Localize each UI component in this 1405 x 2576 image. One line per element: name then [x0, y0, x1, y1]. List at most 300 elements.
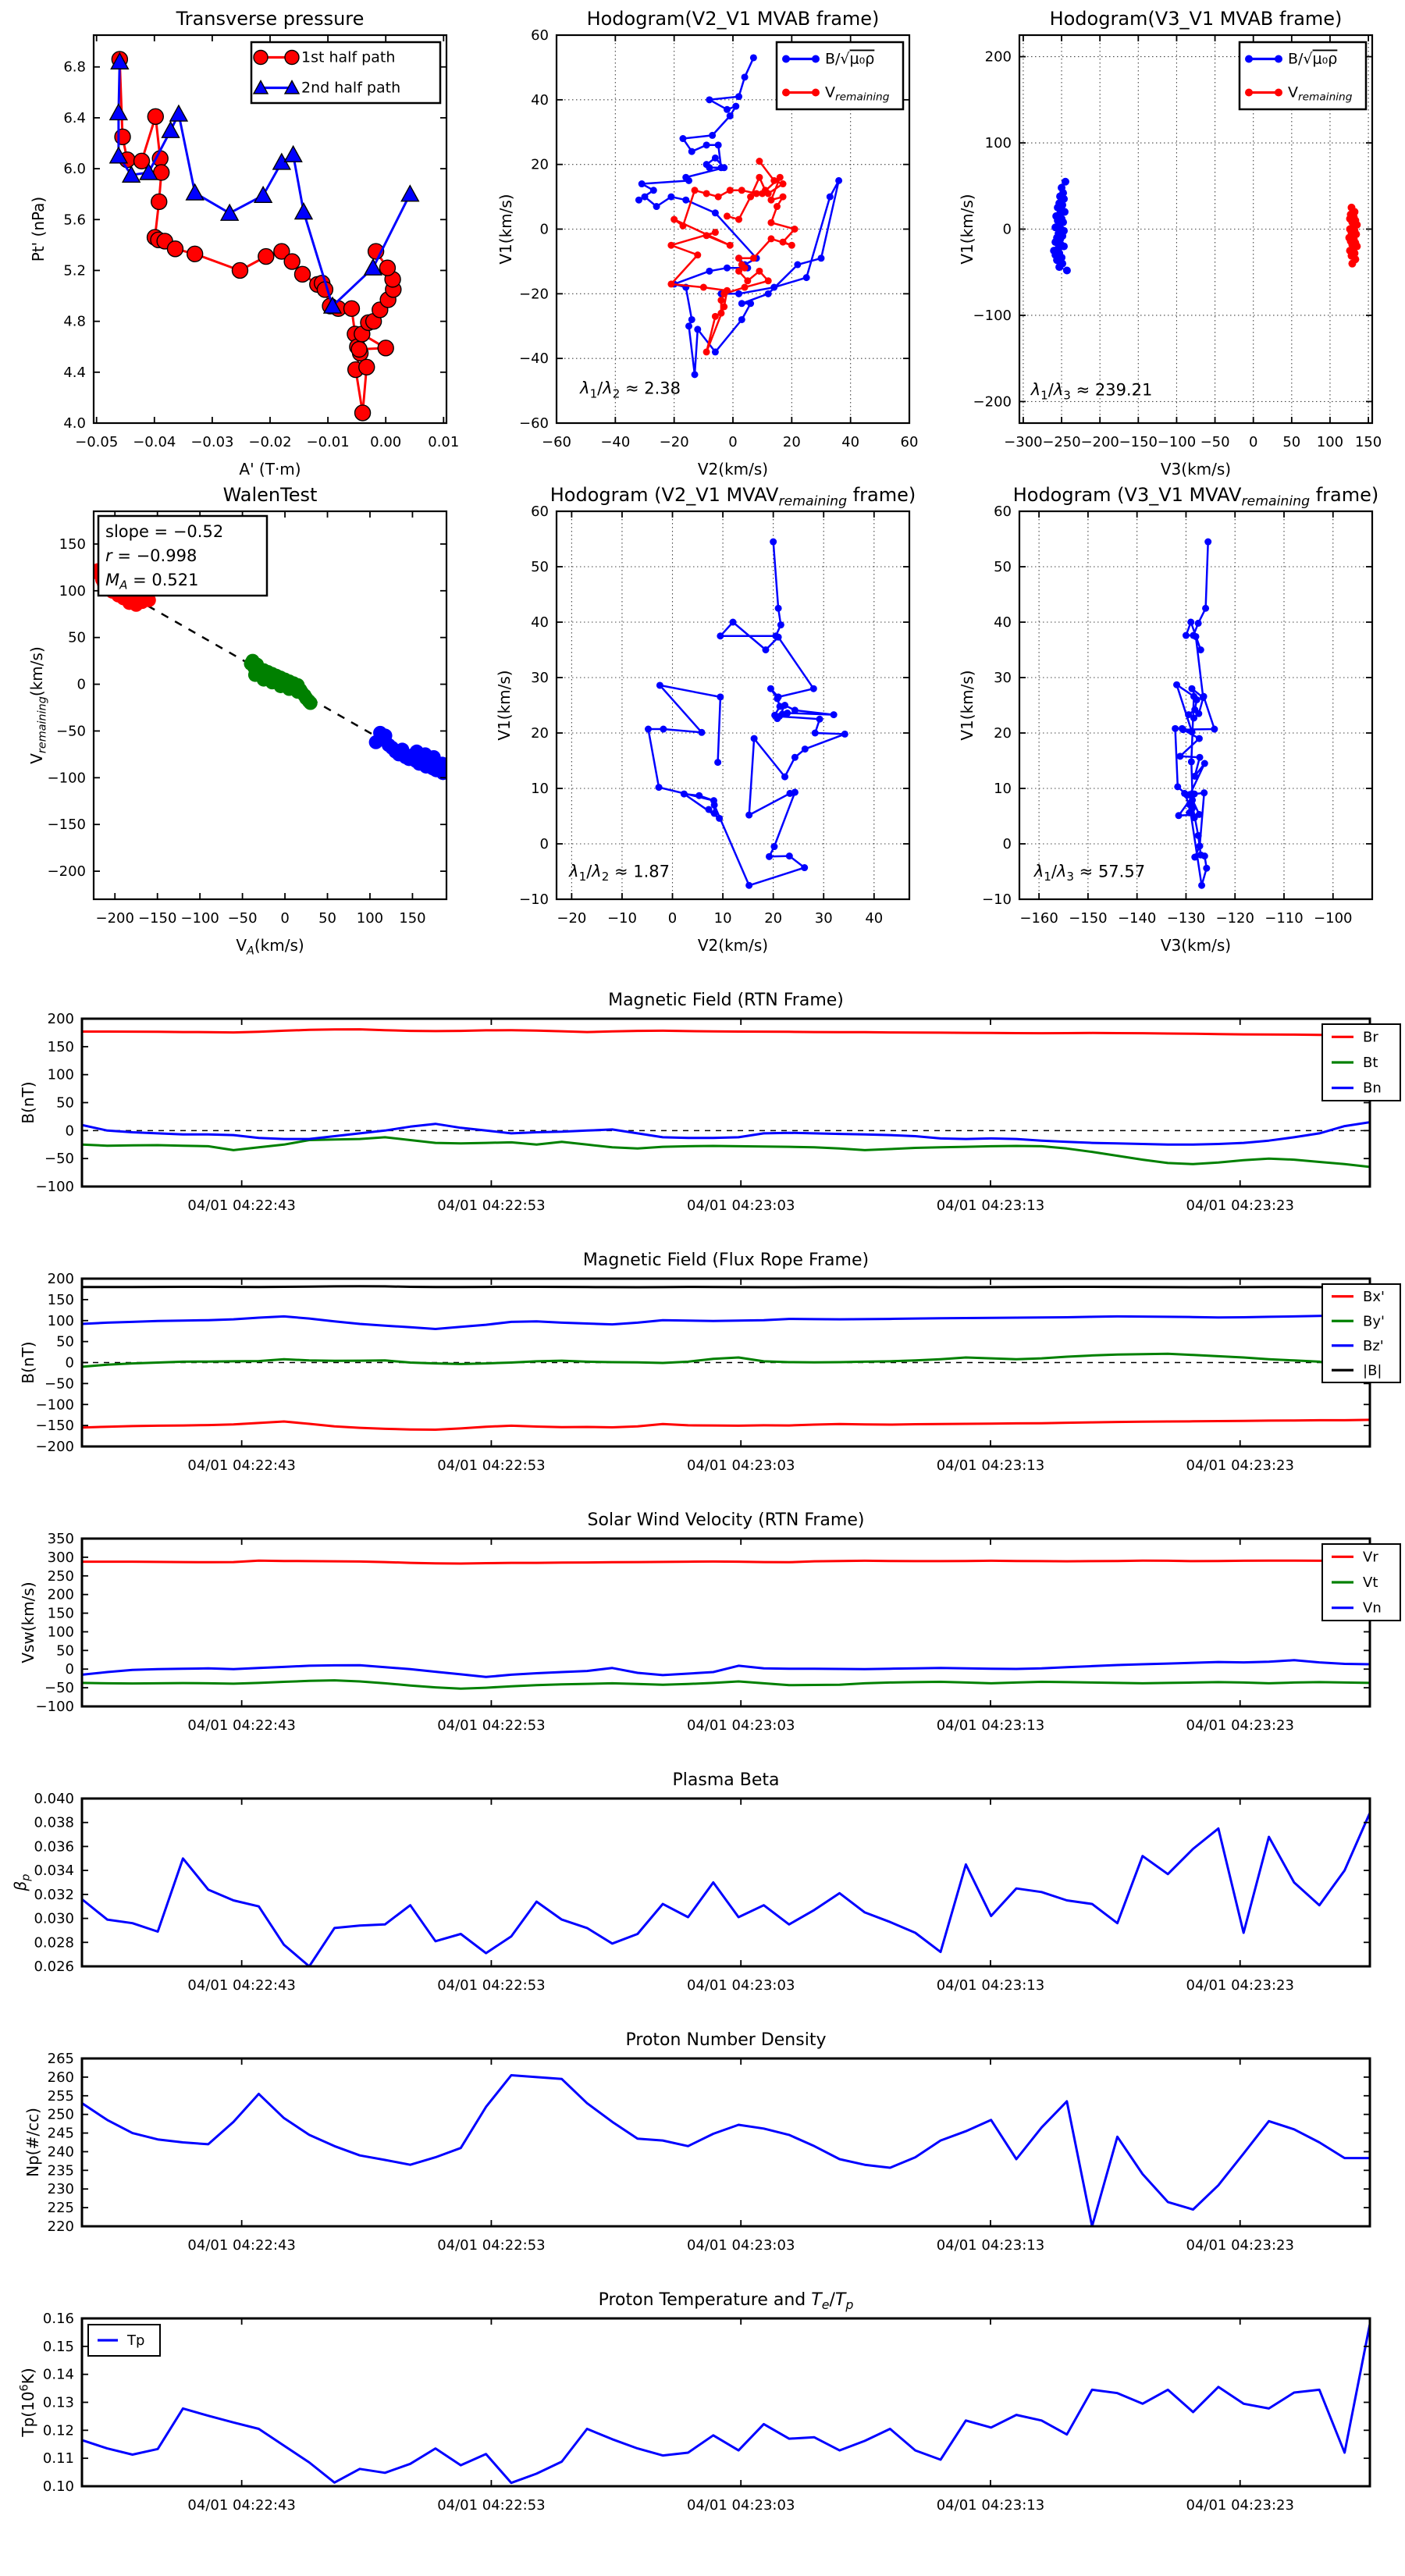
proton-number-density-ticks	[48, 2051, 1370, 2254]
y-tick-label: −40	[519, 350, 549, 368]
hodogram-v3v1-mvav-ylabel: V1(km/s)	[958, 670, 976, 741]
magnetic-field-flux-rope-ticks	[36, 1271, 1370, 1474]
proton-temperature-legend	[88, 2325, 160, 2356]
hodogram-v3v1-mvav-annotation: $\lambda_1/\lambda_3 \approx 57.57$	[1033, 862, 1146, 884]
triangle-marker	[295, 204, 312, 219]
dot-marker	[703, 232, 710, 239]
axes-frame	[82, 2318, 1370, 2486]
y-tick-label: 0	[65, 1123, 74, 1140]
dot-marker	[1195, 620, 1202, 627]
x-tick-label: 10	[713, 910, 732, 927]
x-tick-label: 0.00	[370, 434, 402, 450]
circle-marker	[232, 262, 247, 278]
y-tick-label: 255	[47, 2087, 74, 2105]
dot-marker	[738, 300, 745, 307]
dot-marker	[781, 702, 788, 709]
dot-marker	[667, 194, 674, 201]
x-tick-label: 30	[814, 910, 833, 927]
y-tick-label: 4.0	[63, 415, 86, 432]
y-tick-label: 100	[47, 1066, 74, 1083]
x-tick-label: 04/01 04:22:53	[437, 2497, 546, 2514]
x-tick-label: 100	[1316, 434, 1344, 450]
dot-marker	[735, 290, 742, 297]
dot-marker	[831, 711, 838, 718]
y-tick-label: 0.032	[34, 1886, 74, 1903]
x-tick-label: 150	[399, 910, 426, 927]
proton-number-density-series	[82, 2076, 1370, 2227]
hodogram-v3v1-mvav-xlabel: V3(km/s)	[1160, 936, 1232, 955]
y-tick-label: 150	[47, 1291, 74, 1308]
dot-marker	[756, 268, 763, 275]
y-tick-label: 40	[531, 614, 549, 631]
legend-label: B/√μ₀ρ	[1288, 50, 1338, 68]
legend-label: Vr	[1363, 1549, 1378, 1566]
magnetic-field-rtn-ylabel: B(nT)	[19, 1081, 37, 1124]
plasma-beta-series-beta-p	[82, 1813, 1370, 1966]
dot-marker	[1174, 783, 1181, 790]
y-tick-label: −100	[35, 1397, 74, 1414]
proton-number-density-ylabel: Np(#/cc)	[23, 2108, 42, 2177]
magnetic-field-flux-rope-series-Bz-prime	[82, 1315, 1370, 1329]
dot-marker	[738, 316, 745, 323]
dot-marker	[694, 251, 701, 258]
dot-marker	[715, 141, 722, 148]
y-tick-label: 4.8	[63, 313, 86, 330]
dot-marker	[724, 106, 731, 113]
dot-marker	[724, 287, 731, 294]
dot-marker	[706, 96, 713, 103]
circle-marker	[285, 51, 299, 65]
magnetic-field-rtn-series	[82, 1030, 1370, 1167]
hodogram-v3v1-mvav-series	[1172, 539, 1218, 889]
infobox-line: $M_A = 0.521$	[105, 571, 199, 592]
x-tick-label: 04/01 04:22:53	[437, 1977, 546, 1994]
y-tick-label: 4.4	[63, 364, 86, 381]
dot-marker	[770, 284, 777, 291]
dot-marker	[709, 132, 716, 139]
dot-marker	[1275, 55, 1282, 63]
dot-marker	[791, 706, 799, 713]
y-tick-label: 0.028	[34, 1934, 74, 1952]
hodogram-v3v1-mvav	[958, 484, 1378, 955]
x-tick-label: 04/01 04:23:03	[686, 1457, 795, 1474]
circle-marker	[359, 359, 375, 375]
x-tick-label: 04/01 04:22:53	[437, 2237, 546, 2254]
x-tick-label: −200	[95, 910, 134, 927]
dot-marker	[1183, 632, 1190, 639]
dot-marker	[1063, 267, 1071, 275]
transverse-pressure	[29, 8, 459, 479]
dot-marker	[1188, 758, 1195, 765]
legend-label: 2nd half path	[301, 79, 401, 97]
dot-marker	[780, 194, 787, 201]
proton-number-density-title: Proton Number Density	[625, 2030, 827, 2050]
y-tick-label: −100	[47, 770, 86, 787]
x-tick-label: −300	[1004, 434, 1043, 450]
dot-marker	[685, 322, 692, 329]
dot-marker	[841, 731, 848, 738]
dot-marker	[410, 745, 424, 759]
hodogram-v2v1-mvab-xlabel: V2(km/s)	[697, 460, 769, 479]
y-tick-label: 200	[984, 48, 1012, 66]
dot-marker	[742, 284, 749, 291]
y-tick-label: 100	[47, 1624, 74, 1641]
dot-marker	[780, 239, 787, 246]
hodogram-v3v1-mvab	[958, 8, 1382, 479]
legend-label: Vt	[1363, 1574, 1378, 1591]
circle-marker	[355, 405, 371, 421]
y-tick-label: −200	[35, 1439, 74, 1455]
y-tick-label: 245	[47, 2125, 74, 2142]
y-tick-label: 350	[47, 1531, 74, 1547]
hodogram-v2v1-mvab-legend	[777, 42, 903, 109]
axes-frame	[557, 511, 909, 899]
x-tick-label: 0	[667, 910, 678, 927]
dot-marker	[727, 187, 734, 194]
legend-label: Bt	[1363, 1055, 1378, 1071]
dot-marker	[801, 864, 808, 871]
dot-marker	[681, 791, 688, 798]
y-tick-label: −100	[973, 307, 1012, 324]
magnetic-field-flux-rope	[19, 1251, 1400, 1474]
dot-marker	[765, 277, 772, 284]
y-tick-label: 300	[47, 1549, 74, 1566]
dot-marker	[1188, 685, 1195, 692]
hodogram-v2v1-mvav-grid	[557, 511, 909, 899]
y-tick-label: 30	[994, 670, 1012, 686]
dot-marker	[1179, 725, 1186, 732]
legend-label: Bx'	[1363, 1288, 1385, 1305]
hodogram-v3v1-mvab-title: Hodogram(V3_V1 MVAB frame)	[1049, 8, 1343, 30]
y-tick-label: 10	[531, 781, 549, 797]
dot-marker	[1197, 852, 1204, 859]
dot-marker	[751, 735, 758, 742]
plasma-beta-title: Plasma Beta	[672, 1770, 780, 1790]
dot-marker	[692, 187, 699, 194]
y-tick-label: 0.14	[42, 2366, 74, 2383]
dot-marker	[1188, 728, 1195, 735]
magnetic-field-flux-rope-ylabel: B(nT)	[19, 1341, 37, 1384]
y-tick-label: 0.040	[34, 1791, 74, 1807]
transverse-pressure-title: Transverse pressure	[176, 8, 365, 30]
x-tick-label: 50	[318, 910, 336, 927]
circle-marker	[294, 266, 310, 282]
triangle-marker	[285, 146, 302, 162]
hodogram-v2v1-mvav	[495, 484, 916, 955]
dot-marker	[667, 242, 674, 249]
y-tick-label: 260	[47, 2069, 74, 2086]
hodogram-v2v1-mvav-series-V-remaining	[649, 542, 845, 885]
dot-marker	[710, 797, 717, 804]
dot-marker	[742, 73, 749, 80]
y-tick-label: 0	[539, 221, 549, 238]
dot-marker	[794, 262, 801, 269]
hodogram-v2v1-mvav-series	[645, 539, 848, 889]
hodogram-v2v1-mvav-title: Hodogram (V2_V1 $MVAV_{remaining}$ frame)	[550, 484, 916, 510]
legend-label: $V_{remaining}$	[825, 84, 890, 104]
x-tick-label: 04/01 04:22:53	[437, 1457, 546, 1474]
walen-test-ylabel: $V_{remaining}(km/s)$	[27, 646, 49, 764]
dot-marker	[781, 774, 788, 781]
proton-temperature	[18, 2290, 1370, 2514]
dot-marker	[765, 290, 772, 297]
dot-marker	[688, 148, 695, 155]
x-tick-label: 0	[728, 434, 738, 450]
y-tick-label: 100	[59, 582, 86, 600]
triangle-marker	[187, 184, 204, 200]
x-tick-label: 04/01 04:23:13	[936, 2497, 1045, 2514]
triangle-marker	[162, 122, 180, 137]
dot-marker	[724, 212, 731, 219]
dot-marker	[1172, 725, 1179, 732]
circle-marker	[258, 249, 274, 265]
dot-marker	[735, 254, 742, 262]
hodogram-v2v1-mvav-xlabel: V2(km/s)	[697, 936, 769, 955]
x-tick-label: 0	[1248, 434, 1258, 450]
x-tick-label: 04/01 04:23:03	[686, 1717, 795, 1734]
y-tick-label: 220	[47, 2218, 74, 2235]
x-tick-label: −0.05	[75, 434, 119, 450]
dot-marker	[703, 141, 710, 148]
y-tick-label: −200	[973, 393, 1012, 411]
x-tick-label: −20	[659, 434, 689, 450]
dot-marker	[767, 219, 774, 226]
dot-marker	[786, 852, 793, 859]
dot-marker	[812, 55, 820, 63]
x-tick-label: 04/01 04:22:53	[437, 1197, 546, 1214]
dot-marker	[670, 216, 678, 223]
magnetic-field-rtn-title: Magnetic Field (RTN Frame)	[608, 991, 844, 1010]
triangle-marker	[365, 259, 382, 275]
circle-marker	[343, 301, 359, 316]
y-tick-label: −20	[519, 286, 549, 303]
dot-marker	[756, 174, 763, 181]
magnetic-field-flux-rope-series-By-prime	[82, 1354, 1370, 1374]
dot-marker	[692, 371, 699, 378]
hodogram-v3v1-mvav-title: Hodogram (V3_V1 $MVAV_{remaining}$ frame)	[1012, 484, 1379, 510]
x-tick-label: 04/01 04:23:13	[936, 1457, 1045, 1474]
y-tick-label: 50	[56, 1333, 74, 1350]
dot-marker	[706, 806, 713, 813]
y-tick-label: 0.13	[42, 2394, 74, 2411]
x-tick-label: 04/01 04:23:03	[686, 1977, 795, 1994]
y-tick-label: 0	[1002, 221, 1012, 238]
dot-marker	[812, 730, 819, 737]
y-tick-label: 0.026	[34, 1959, 74, 1975]
x-tick-label: 04/01 04:23:23	[1186, 1717, 1294, 1734]
dot-marker	[810, 685, 817, 692]
triangle-marker	[110, 104, 127, 119]
dot-marker	[732, 103, 739, 110]
legend-label: Vn	[1363, 1599, 1382, 1617]
dot-marker	[818, 254, 825, 262]
x-tick-label: −10	[606, 910, 637, 927]
y-tick-label: 200	[47, 1586, 74, 1603]
y-tick-label: 0.038	[34, 1814, 74, 1831]
x-tick-label: 04/01 04:23:13	[936, 1977, 1045, 1994]
dot-marker	[735, 268, 742, 275]
x-tick-label: 04/01 04:22:43	[187, 2497, 296, 2514]
axes-frame	[82, 1019, 1370, 1187]
dot-marker	[1245, 55, 1253, 63]
x-tick-label: 100	[356, 910, 384, 927]
x-tick-label: 04/01 04:23:13	[936, 1717, 1045, 1734]
y-tick-label: 20	[531, 725, 549, 742]
y-tick-label: 0.16	[42, 2311, 74, 2327]
dot-marker	[694, 326, 701, 333]
y-tick-label: −60	[519, 415, 549, 432]
y-tick-label: 40	[994, 614, 1012, 631]
infobox-line: r = −0.998	[105, 546, 197, 565]
y-tick-label: 0.030	[34, 1910, 74, 1927]
dot-marker	[656, 784, 663, 791]
walen-test-infobox	[98, 516, 267, 596]
x-tick-label: 20	[782, 434, 801, 450]
y-tick-label: 30	[531, 670, 549, 686]
legend-label: Tp	[127, 2332, 145, 2349]
dot-marker	[1191, 773, 1198, 780]
x-tick-label: −200	[1080, 434, 1119, 450]
y-tick-label: 5.2	[63, 262, 86, 279]
proton-temperature-ticks	[43, 2311, 1370, 2514]
y-tick-label: 225	[47, 2200, 74, 2217]
dot-marker	[712, 229, 719, 236]
hodogram-v2v1-mvab	[496, 8, 918, 479]
y-tick-label: 100	[47, 1312, 74, 1329]
dot-marker	[727, 112, 734, 119]
dot-marker	[775, 605, 782, 612]
solar-wind-velocity-legend	[1322, 1544, 1400, 1621]
y-tick-label: 50	[531, 559, 549, 575]
legend-label: By'	[1363, 1313, 1385, 1330]
dot-marker	[1204, 539, 1211, 546]
x-tick-label: 150	[1354, 434, 1382, 450]
y-tick-label: −150	[47, 817, 86, 834]
y-tick-label: 0	[539, 836, 549, 852]
magnetic-field-flux-rope-series	[82, 1286, 1370, 1430]
axes-frame	[82, 2058, 1370, 2226]
dot-marker	[1275, 89, 1282, 97]
dot-marker	[1173, 681, 1180, 688]
dot-marker	[784, 710, 791, 717]
y-tick-label: 200	[47, 1011, 74, 1027]
proton-temperature-ylabel: $Tp(10^6K)$	[18, 2368, 37, 2437]
dot-marker	[1202, 605, 1209, 612]
hodogram-v3v1-mvab-ylabel: V1(km/s)	[958, 194, 976, 265]
dot-marker	[1200, 789, 1208, 796]
dot-marker	[720, 164, 727, 171]
triangle-marker	[254, 187, 272, 202]
y-tick-label: 0.15	[42, 2338, 74, 2355]
dot-marker	[780, 180, 787, 187]
hodogram-v3v1-mvab-annotation: $\lambda_1/\lambda_3 \approx 239.21$	[1030, 380, 1153, 403]
dot-marker	[816, 716, 823, 723]
magnetic-field-rtn-series-Br	[82, 1030, 1370, 1036]
dot-marker	[679, 222, 686, 229]
circle-marker	[379, 260, 395, 276]
dot-marker	[695, 792, 702, 799]
y-tick-label: 265	[47, 2051, 74, 2067]
dot-marker	[1203, 865, 1210, 872]
dot-marker	[703, 190, 710, 197]
legend-label: Br	[1363, 1029, 1378, 1046]
dot-marker	[703, 161, 710, 168]
y-tick-label: −10	[519, 891, 549, 908]
x-tick-label: 04/01 04:23:03	[686, 1197, 795, 1214]
dot-marker	[747, 194, 754, 201]
dot-marker	[744, 277, 751, 284]
circle-marker	[148, 109, 163, 124]
legend-label: B/√μ₀ρ	[825, 50, 875, 68]
y-tick-label: 60	[531, 503, 549, 520]
solar-wind-velocity-ylabel: Vsw(km/s)	[19, 1582, 37, 1663]
y-tick-label: 0	[76, 676, 86, 693]
x-tick-label: 04/01 04:23:23	[1186, 2237, 1294, 2254]
hodogram-v3v1-mvab-xlabel: V3(km/s)	[1160, 460, 1232, 479]
hodogram-v2v1-mvab-title: Hodogram(V2_V1 MVAB frame)	[586, 8, 880, 30]
x-tick-label: 04/01 04:23:03	[686, 2237, 795, 2254]
axes-frame	[82, 1799, 1370, 1966]
dot-marker	[750, 254, 757, 262]
dot-marker	[782, 89, 790, 97]
y-tick-label: 6.4	[63, 109, 86, 126]
dot-marker	[1201, 760, 1208, 767]
x-tick-label: −100	[1314, 910, 1353, 927]
magnetic-field-rtn-ticks	[36, 1011, 1370, 1214]
dot-marker	[1348, 260, 1356, 268]
x-tick-label: −150	[137, 910, 177, 927]
magnetic-field-flux-rope-title: Magnetic Field (Flux Rope Frame)	[582, 1251, 870, 1270]
dot-marker	[738, 187, 745, 194]
y-tick-label: −50	[56, 723, 86, 740]
walen-test-title: WalenTest	[222, 484, 318, 506]
x-tick-label: 04/01 04:23:23	[1186, 2497, 1294, 2514]
y-tick-label: 230	[47, 2181, 74, 2198]
solar-wind-velocity-title: Solar Wind Velocity (RTN Frame)	[587, 1510, 865, 1530]
y-tick-label: 5.6	[63, 212, 86, 229]
x-tick-label: 0.01	[428, 434, 460, 450]
proton-number-density-series-Np	[82, 2076, 1370, 2227]
dot-marker	[712, 209, 719, 216]
magnetic-field-rtn-legend	[1322, 1024, 1400, 1101]
y-tick-label: 150	[47, 1038, 74, 1055]
x-tick-label: 40	[865, 910, 884, 927]
y-tick-label: 100	[984, 135, 1012, 152]
proton-temperature-series	[82, 2324, 1370, 2483]
x-tick-label: −0.02	[248, 434, 292, 450]
y-tick-label: −100	[35, 1179, 74, 1195]
plasma-beta-series	[82, 1813, 1370, 1966]
dot-marker	[1055, 263, 1063, 271]
triangle-marker	[401, 186, 418, 201]
transverse-pressure-xlabel: A' (T·m)	[239, 460, 301, 479]
transverse-pressure-legend	[251, 42, 440, 103]
x-tick-label: 50	[1282, 434, 1301, 450]
y-tick-label: 250	[47, 1567, 74, 1585]
dot-marker	[776, 713, 783, 720]
hodogram-v3v1-mvab-legend	[1240, 42, 1366, 109]
y-tick-label: −50	[44, 1151, 74, 1168]
dot-marker	[715, 194, 722, 201]
dot-marker	[1189, 796, 1196, 803]
dot-marker	[777, 174, 784, 181]
dot-marker	[767, 685, 774, 692]
y-tick-label: 50	[994, 559, 1012, 575]
proton-temperature-title: Proton Temperature and $T_e/T_p$	[598, 2290, 854, 2312]
magnetic-field-flux-rope-legend	[1322, 1284, 1400, 1382]
circle-marker	[254, 51, 268, 65]
x-tick-label: 04/01 04:23:23	[1186, 1197, 1294, 1214]
